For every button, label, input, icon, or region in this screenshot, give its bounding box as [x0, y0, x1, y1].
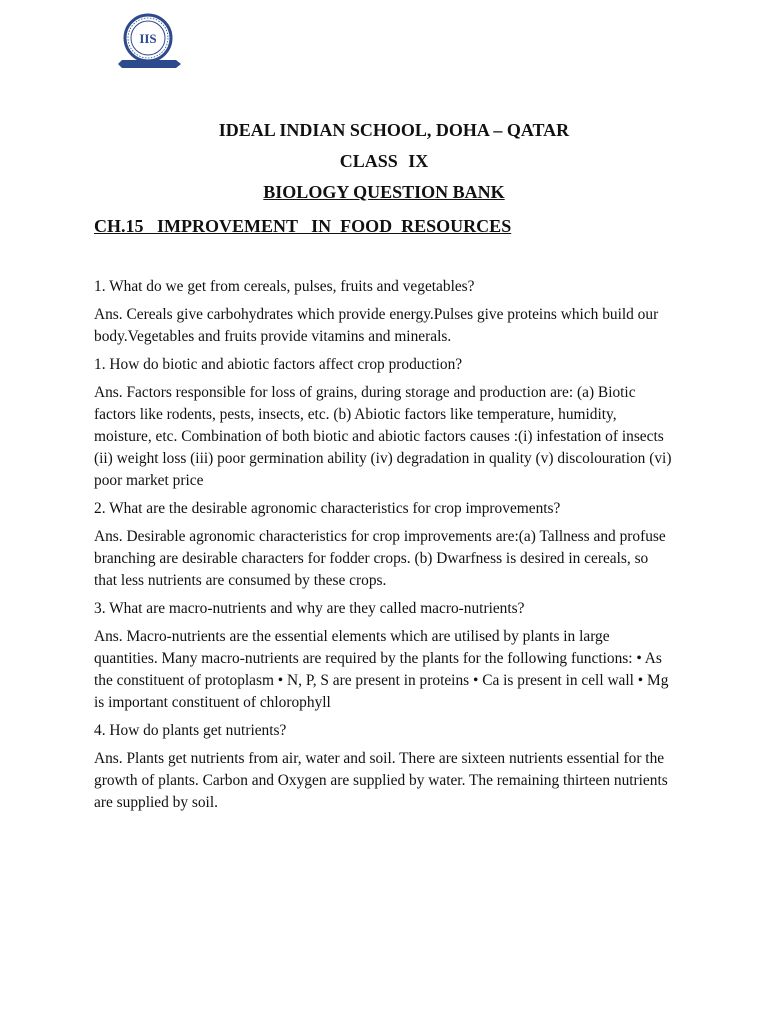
- answer-2: Ans. Factors responsible for loss of grains, during storage and production are: (a) Biotic factors like rodents, pests, insects, etc. (b) Abiotic factors like temperature, humidity, moisture, etc. Combination of both biotic and abiotic factors causes :(i) infestation of insects (ii) weight loss (iii) poor germination ability (iv) degradation in quality (v) discolouration (vi) poor market price: [94, 384, 672, 489]
- answer-4: Ans. Macro-nutrients are the essential elements which are utilised by plants in large quantities. Many macro-nutrients are required by the plants for the following functions: • As the constituent of protoplasm • N, P, S are present in proteins • Ca is present in cell wall • Mg is important constituent of chlorophyll: [94, 628, 669, 711]
- question-2: 1. How do biotic and abiotic factors affect crop production?: [94, 356, 463, 373]
- question-1: 1. What do we get from cereals, pulses, fruits and vegetables?: [94, 278, 475, 295]
- logo-text: IIS: [139, 31, 157, 46]
- question-list: [94, 276, 674, 820]
- answer-3: Ans. Desirable agronomic characteristics for crop improvements are:(a) Tallness and profuse branching are desirable characters for fodder crops. (b) Dwarfness is desired in cereals, so that less nutrients are consumed by these crops.: [94, 528, 666, 589]
- school-logo: [118, 12, 182, 72]
- answer-1: Ans. Cereals give carbohydrates which provide energy.Pulses give proteins which build our body.Vegetables and fruits provide vitamins and minerals.: [94, 306, 659, 345]
- class-label: CLASS IX: [339, 151, 429, 171]
- school-name: IDEAL INDIAN SCHOOL, DOHA – QATAR: [218, 120, 570, 140]
- question-3: 2. What are the desirable agronomic characteristics for crop improvements?: [94, 500, 561, 517]
- question-4: 3. What are macro-nutrients and why are they called macro-nutrients?: [94, 600, 525, 617]
- chapter-title: CH.15 IMPROVEMENT IN FOOD RESOURCES: [94, 216, 512, 236]
- question-5: 4. How do plants get nutrients?: [94, 722, 287, 739]
- answer-5: Ans. Plants get nutrients from air, water and soil. There are sixteen nutrients essential for the growth of plants. Carbon and Oxygen are supplied by water. The remaining thirteen nutrients are supplied by soil.: [94, 750, 668, 811]
- document-title: BIOLOGY QUESTION BANK: [263, 182, 505, 202]
- document-heading: [0, 119, 768, 212]
